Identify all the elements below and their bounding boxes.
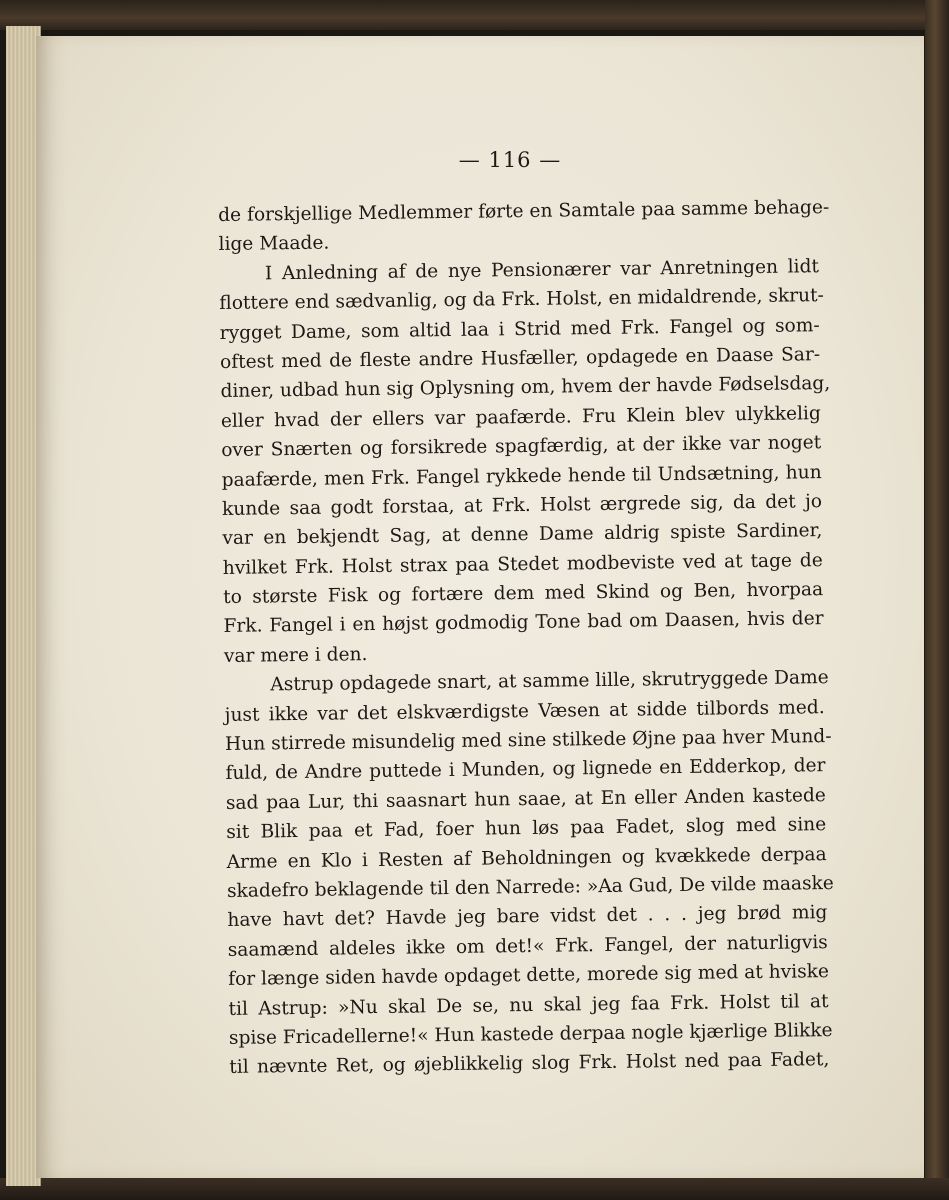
book-cover-right-edge (925, 0, 949, 1200)
text-line: saamænd aldeles ikke om det!« Frk. Fangel, der naturligvis (227, 931, 828, 961)
text-line: hvilket Frk. Holst strax paa Stedet modbeviste ved at tage de (222, 549, 823, 579)
book-cover-bottom-edge (0, 1178, 949, 1200)
text-line: sit Blik paa et Fad, foer hun løs paa Fadet, slog med sine (226, 814, 827, 844)
book-cover-top-edge (0, 0, 949, 30)
text-line: oftest med de fleste andre Husfæller, opdagede en Daase Sar- (219, 344, 821, 373)
text-line: eller hvad der ellers var paafærde. Fru Klein blev ulykkelig (220, 402, 821, 432)
text-line: Frk. Fangel i en højst godmodig Tone bad om Daasen, hvis der (223, 608, 824, 638)
text-line: spise Fricadellerne!« Hun kastede derpaa nogle kjærlige Blikke (228, 1019, 833, 1049)
text-line: flottere end sædvanlig, og da Frk. Holst, en midaldrende, skrut- (219, 285, 824, 315)
text-line: Astrup opdagede snart, at samme lille, skrutryggede Dame (270, 667, 829, 696)
body-text (218, 193, 834, 1082)
text-line: var mere i den. (223, 643, 368, 667)
text-line: til Astrup: »Nu skal De se, nu skal jeg faa Frk. Holst til at (228, 990, 829, 1020)
text-line: to største Fisk og fortære dem med Skind og Ben, hvorpaa (223, 579, 824, 609)
text-line: lige Maade. (218, 232, 330, 256)
paper-page (36, 36, 924, 1178)
text-line: diner, udbad hun sig Oplysning om, hvem der havde Fødselsdag, (220, 373, 831, 403)
text-line: skadefro beklagende til den Narrede: »Aa Gud, De vilde maaske (226, 872, 834, 902)
text-line: I Anledning af de nye Pensionærer var Anretningen lidt (264, 255, 820, 285)
text-line: sad paa Lur, thi saasnart hun saae, at En eller Anden kastede (225, 784, 826, 814)
text-line: Hun stirrede misundelig med sine stilkede Øjne paa hver Mund- (224, 726, 832, 755)
text-line: rygget Dame, som altid laa i Strid med Frk. Fangel og som- (219, 314, 820, 344)
text-line: var en bekjendt Sag, at denne Dame aldrig spiste Sardiner, (222, 520, 823, 550)
text-line: paafærde, men Frk. Fangel rykkede hende til Undsætning, hun (221, 461, 822, 491)
text-line: have havt det? Havde jeg bare vidst det . . . jeg brød mig (227, 902, 828, 932)
text-line: over Snærten og forsikrede spagfærdig, at der ikke var noget (221, 432, 822, 462)
text-line: for længe siden havde opdaget dette, morede sig med at hviske (228, 961, 830, 991)
page-number: — 116 — (458, 148, 562, 172)
text-line: til nævnte Ret, og øjeblikkelig slog Frk. Holst ned paa Fadet, (229, 1049, 830, 1079)
text-line: just ikke var det elskværdigste Væsen at sidde tilbords med. (224, 696, 825, 726)
text-line: Arme en Klo i Resten af Beholdningen og kvækkede derpaa (226, 843, 827, 873)
text-line: fuld, de Andre puttede i Munden, og lignede en Edderkop, der (225, 755, 826, 785)
text-line: de forskjellige Medlemmer førte en Samtale paa samme behage- (218, 197, 830, 226)
text-line: kunde saa godt forstaa, at Frk. Holst ærgrede sig, da det jo (221, 491, 823, 520)
